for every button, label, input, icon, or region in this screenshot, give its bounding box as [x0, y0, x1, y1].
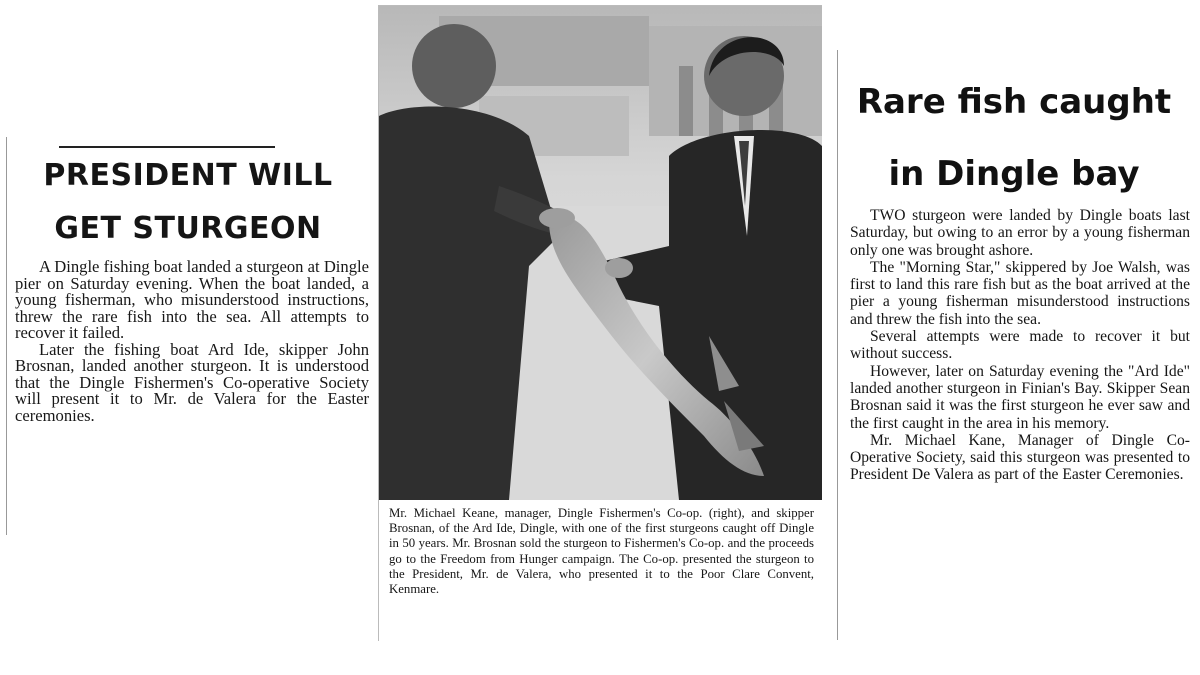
right-newspaper-clipping — [837, 50, 1190, 640]
left-paragraph: A Dingle fishing boat landed a sturgeon at Dingle pier on Saturday evening. When the boat landed, a young fisherman, who misunderstood instructions, threw the rare fish into the sea. All attempts to recover it failed. — [15, 257, 369, 342]
left-newspaper-clipping — [6, 137, 369, 535]
right-headline-line-2: in Dingle bay — [888, 154, 1140, 194]
right-paragraph: Mr. Michael Kane, Manager of Dingle Co-Operative Society, said this sturgeon was presented to President De Valera as part of the Easter Ceremonies. — [850, 431, 1190, 484]
right-paragraph: Several attempts were made to recover it but without success. — [850, 328, 1190, 363]
left-paragraph: Later the fishing boat Ard Ide, skipper John Brosnan, landed another sturgeon. It is understood that the Dingle Fishermen's Co-operative Society will present it to Mr. de Valera for the Easter ceremonies. — [15, 339, 369, 425]
left-headline-line-1: PRESIDENT WILL — [43, 158, 333, 193]
headline-rule — [59, 146, 275, 148]
left-headline — [7, 149, 369, 255]
left-headline-line-2: GET STURGEON — [54, 211, 322, 246]
right-headline — [838, 66, 1190, 210]
right-paragraph: The "Morning Star," skippered by Joe Walsh, was first to land this rare fish but as the boat arrived at the pier a young fisherman misunderstood instructions and threw the fish into the sea. — [850, 258, 1190, 328]
middle-newspaper-clipping — [378, 5, 822, 641]
right-headline-line-1: Rare fish caught — [856, 82, 1172, 122]
left-article-body — [15, 259, 369, 424]
right-paragraph: However, later on Saturday evening the "Ard Ide" landed another sturgeon in Finian's Bay. Skipper Sean Brosnan said it was the first sturgeon he ever saw and the first caught in the area in his memory. — [850, 362, 1190, 432]
photo-caption: Mr. Michael Keane, manager, Dingle Fishermen's Co-op. (right), and skipper Brosnan, of the Ard Ide, Dingle, with one of the first sturgeons caught off Dingle in 50 years. Mr. Brosnan sold the sturgeon to Fishermen's Co-op. and the proceeds go to the Freedom from Hunger campaign. The Co-op. presented the sturgeon to the President, Mr. de Valera, who presented it to the Poor Clare Convent, Kenmare. — [389, 506, 814, 597]
right-article-body — [850, 207, 1190, 484]
newspaper-photo — [379, 6, 822, 500]
right-paragraph: TWO sturgeon were landed by Dingle boats last Saturday, but owing to an error by a young fisherman only one was brought ashore. — [850, 207, 1190, 259]
